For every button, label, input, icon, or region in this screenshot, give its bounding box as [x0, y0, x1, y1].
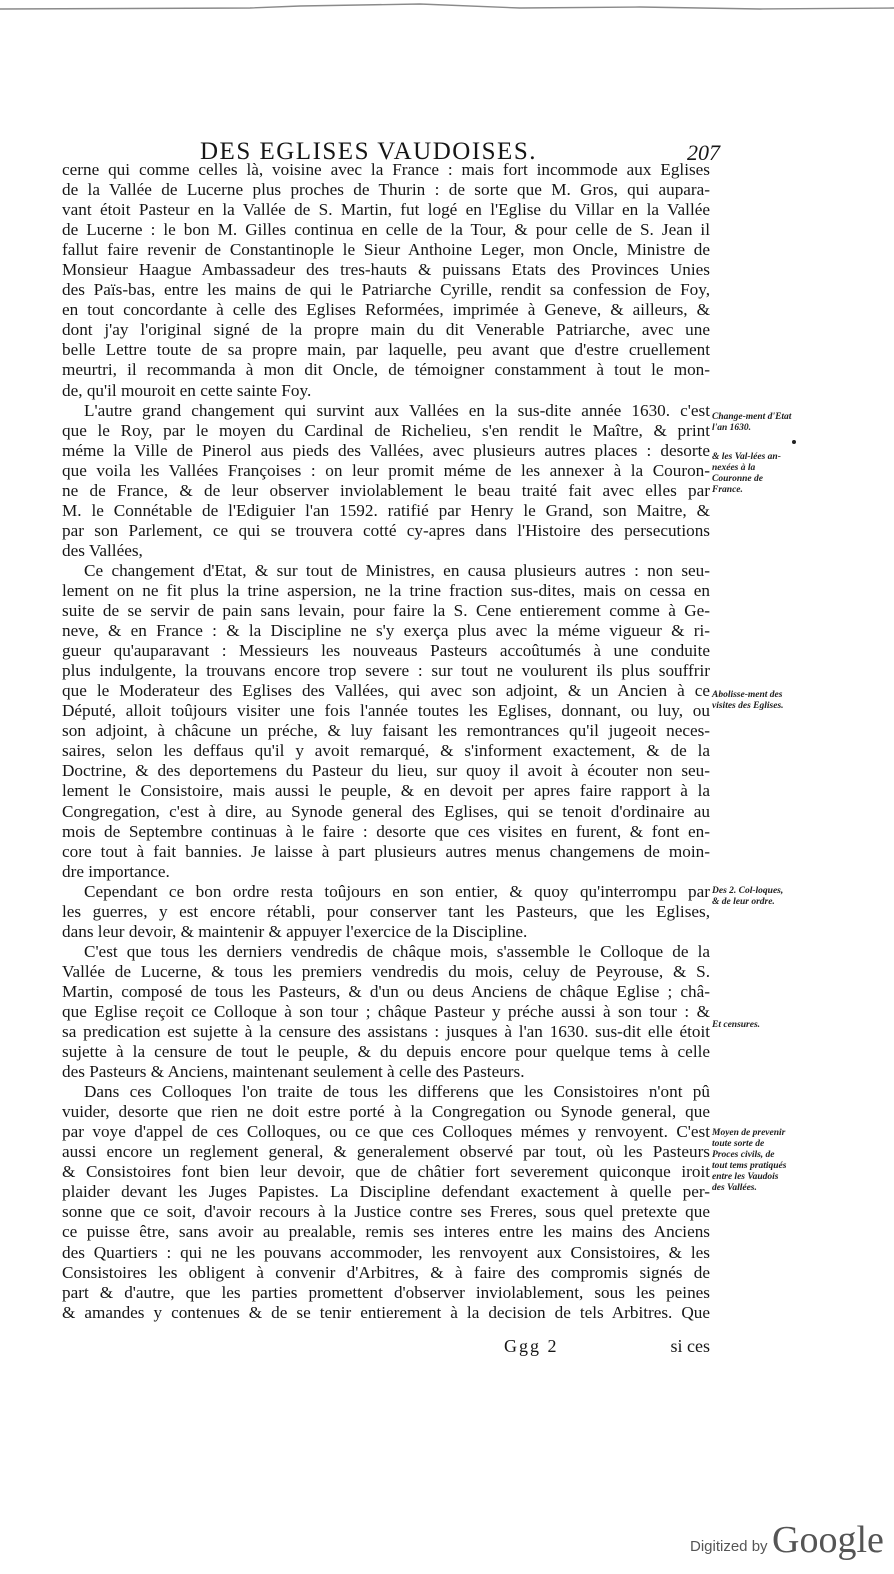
text-line: les guerres, y est encore rétabli, pour conserver tant les Pasteurs, que les Eglises, [62, 901, 710, 921]
text-line: Député, alloit toûjours visiter une fois l'année toutes les Eglises, donnant, ou luy, ou [62, 701, 710, 721]
text-line: son adjoint, à châcune un préche, & luy faisant les remontrances qu'il jugeoit neces- [62, 721, 710, 741]
text-line: par son Parlement, ce qui se trouvera cotté cy-apres dans l'Histoire des persecutions [62, 520, 710, 540]
watermark-label: Digitized by [690, 1538, 768, 1555]
text-line: aussi encore un reglement general, & generalement observé par tout, où les Pasteurs [62, 1142, 710, 1162]
catchword: si ces [670, 1336, 710, 1356]
text-line: méme la Ville de Pinerol aus pieds des Vallées, avec plusieurs autres places : desorte [62, 440, 710, 460]
text-line: ne de France, & de leur observer inviolablement le beau traité fait avec elles par [62, 480, 710, 500]
text-line: sujette à la censure de tout le peuple, & du depuis encore pour quelque tems à celle [62, 1042, 710, 1062]
text-line: que le Moderateur des Eglises des Vallées, qui avec son adjoint, & un Ancien à ce [62, 681, 710, 701]
margin-note: & les Val-lées an-nexées à la Couronne de France. [712, 452, 781, 495]
top-edge-rule [0, 0, 894, 14]
text-line: Monsieur Haague Ambassadeur des tres-hauts & puissans Etats des Provinces Unies [62, 260, 710, 280]
text-line: que le Roy, par le moyen du Cardinal de Richelieu, s'en rendit le Maître, & print [62, 420, 710, 440]
text-line: part & d'autre, que les parties promettent d'observer inviolablement, sous les peines [62, 1282, 710, 1302]
text-line: meurtri, il recommanda à mon dit Oncle, de témoigner constamment à tout le mon- [62, 360, 710, 380]
text-line: core tout à fait bannies. Je laisse à part plusieurs autres menus changemens de moin- [62, 841, 710, 861]
text-line: suite de se servir de pain sans levain, pour faire la S. Cene entierement comme à Ge- [62, 601, 710, 621]
ink-speck [792, 440, 796, 444]
text-line: ce puisse être, sans avoir au prealable, remis ses interes entre les mains des Anciens [62, 1222, 710, 1242]
text-line: des Vallées, [62, 540, 143, 560]
text-line: & Consistoires font bien leur devoir, que de châtier fort severement quiconque iroit [62, 1162, 710, 1182]
text-line: vant étoit Pasteur en la Vallée de S. Martin, fut logé en l'Eglise du Villar en la Vallée [62, 200, 710, 220]
text-line: lement le Consistoire, mais aussi le peuple, & en devoit per apres faire rapport à la [62, 781, 710, 801]
text-line: lement on ne fit plus la trine aspersion, ne la trine fraction sus-dites, mais on cessa en [62, 580, 710, 600]
text-line: Martin, composé de tous les Pasteurs, & d'un ou deus Anciens de châque Eglise ; châ- [62, 981, 710, 1001]
text-line: des Païs-bas, entre les mains de qui le Patriarche Cyrille, rendit sa confession de Foy, [62, 280, 710, 300]
text-line: C'est que tous les derniers vendredis de châque mois, s'assemble le Colloque de la [84, 941, 710, 961]
text-line: sa predication est sujette à la censure des assistans : jusques à l'an 1630. sus-dit elle étoit [62, 1022, 710, 1042]
text-line: par voye d'appel de ces Colloques, ou ce que ces Colloques mémes y renvoyent. C'est [62, 1122, 710, 1142]
margin-note: Des 2. Col-loques, & de leur ordre. [712, 886, 784, 907]
text-line: de, qu'il mouroit en cette sainte Foy. [62, 380, 312, 400]
text-line: & amandes y contenues & de se tenir entierement à la decision de tels Arbitres. Que [62, 1302, 710, 1322]
text-line: plus indulgente, la trouvans encore trop severe : sur tout ne voulurent ils plus souffrir [62, 661, 710, 681]
text-line: Doctrine, & des deportemens du Pasteur du lieu, sur quoy il avoit à écouter non seu- [62, 761, 710, 781]
margin-note: Moyen de prevenir toute sorte de Proces civils, de tout tems pratiqués entre les Vaudois des Vallées. [712, 1128, 787, 1193]
text-line: plaider devant les Juges Papistes. La Discipline defendant exactement à quelle per- [62, 1182, 710, 1202]
text-line: M. le Connétable de l'Ediguier l'an 1592. ratifié par Henry le Grand, son Maitre, & [62, 500, 710, 520]
text-line: fallut faire revenir de Constantinople le Sieur Anthoine Leger, mon Oncle, Ministre de [62, 240, 710, 260]
page-number: 207 [687, 140, 720, 165]
text-line: Vallée de Lucerne, & tous les premiers vendredis du mois, celuy de Peyrouse, & S. [62, 961, 710, 981]
body-text [62, 160, 710, 1323]
page-footer [62, 1336, 710, 1360]
text-line: belle Lettre toute de sa propre main, par laquelle, peu avant que d'estre cruellement [62, 340, 710, 360]
margin-note: Abolisse-ment des visites des Eglises. [712, 690, 784, 711]
text-line: dont j'ay l'original signé de la propre main du dit Venerable Patriarche, avec une [62, 320, 710, 340]
text-line: que Eglise reçoit ce Colloque à son tour ; châque Pasteur y préche aussi à son tour : & [62, 1001, 710, 1021]
signature-mark: Ggg 2 [504, 1336, 559, 1356]
text-line: vuider, desorte que rien ne doit estre porté à la Congregation ou Synode general, que [62, 1102, 710, 1122]
text-line: saires, selon les deffaus qu'il y avoit remarqué, & s'informent exactement, & de la [62, 741, 710, 761]
text-line: Consistoires les obligent à convenir d'Arbitres, & à faire des compromis signés de [62, 1262, 710, 1282]
text-line: Ce changement d'Etat, & sur tout de Ministres, en causa plusieurs autres : non seu- [84, 560, 710, 580]
margin-note: Change-ment d'Etat l'an 1630. [712, 412, 792, 433]
running-head-title: DES EGLISES VAUDOISES. [200, 138, 537, 165]
text-line: de la Vallée de Lucerne plus proches de Thurin : de sorte que M. Gros, qui aupara- [62, 180, 710, 200]
text-line: Cependant ce bon ordre resta toûjours en son entier, & quoy qu'interrompu par [84, 881, 710, 901]
text-line: dans leur devoir, & maintenir & appuyer l'exercice de la Discipline. [62, 921, 528, 941]
digitized-by-google-watermark [690, 1519, 890, 1568]
text-line: cerne qui comme celles là, voisine avec la France : mais fort incommode aux Eglises [62, 160, 710, 179]
text-line: sonne que ce soit, d'avoir recours à la Justice contre ses Freres, sous quel pretexte que [62, 1202, 710, 1222]
text-line: dre importance. [62, 861, 170, 881]
text-line: Congregation, c'est à dire, au Synode general des Eglises, qui se tenoit d'ordinaire au [62, 801, 710, 821]
text-line: en tout concordante à celle des Eglises Reformées, imprimée à Geneve, & ailleurs, & [62, 300, 710, 320]
text-line: L'autre grand changement qui survint aux Vallées en la sus-dite année 1630. c'est [84, 400, 710, 420]
margin-note: Et censures. [712, 1020, 761, 1030]
text-line: mois de Septembre continuas à le faire : desorte que ces visites en furent, & font en- [62, 821, 710, 841]
text-line: Dans ces Colloques l'on traite de tous les differens que les Consistoires n'ont pû [84, 1082, 710, 1102]
text-line: gueur qu'auparavant : Messieurs les nouveaus Pasteurs accoûtumés à une conduite [62, 641, 710, 661]
text-line: des Pasteurs & Anciens, maintenant seulement à celle des Pasteurs. [62, 1062, 525, 1082]
text-line: des Quartiers : qui ne les pouvans accommoder, les renvoyent aux Consistoires, & les [62, 1242, 710, 1262]
text-line: neve, & en France : & la Discipline ne s'y exerça plus avec la méme vigueur & ri- [62, 621, 710, 641]
google-logo: Google [772, 1519, 884, 1561]
text-line: de Lucerne : le bon M. Gilles continua en celle de la Tour, & pour celle de S. Jean il [62, 220, 710, 240]
text-line: que voila les Vallées Françoises : on leur promit méme de les annexer à la Couron- [62, 460, 710, 480]
